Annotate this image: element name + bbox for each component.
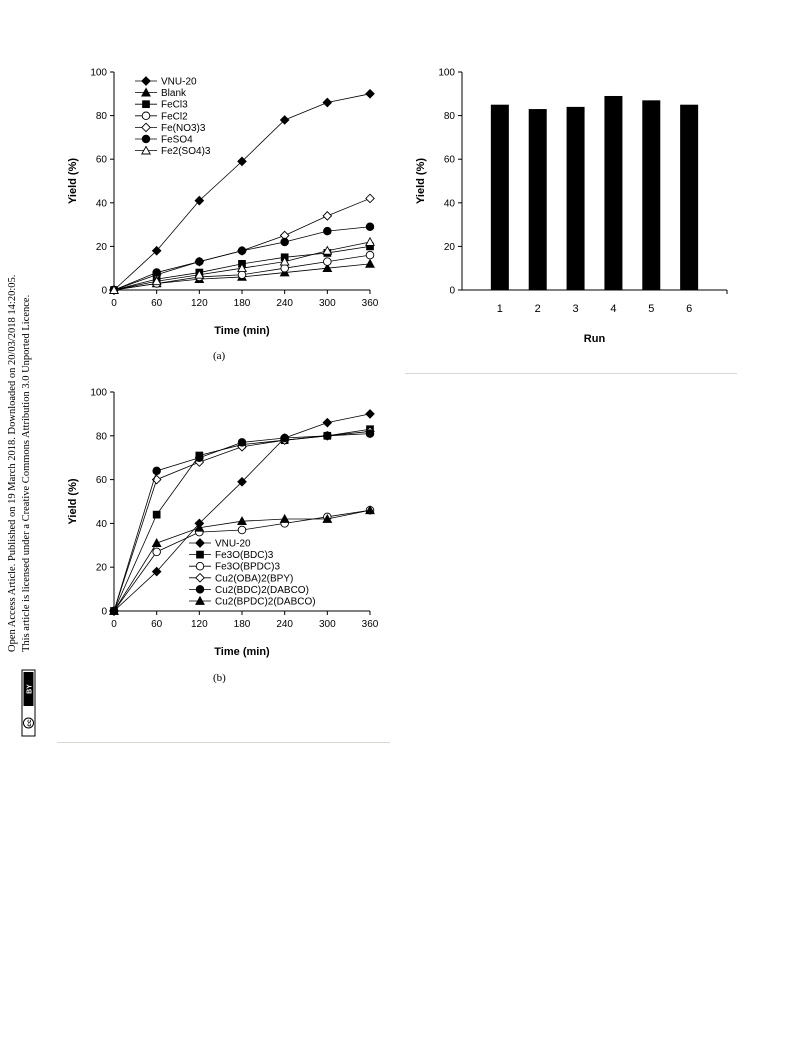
x-tick-label: 5 [648,303,655,315]
y-tick-label: 60 [443,154,455,166]
divider-right [405,373,737,374]
legend-marker [142,123,150,131]
data-point [280,515,288,523]
legend-item [189,573,293,584]
y-axis-label: Yield (%) [67,478,79,525]
x-tick-label: 180 [233,619,251,630]
legend-item [135,146,211,157]
bar-run-5 [642,100,660,290]
legend-item [135,123,206,134]
data-point [323,98,331,106]
data-point [366,410,374,418]
caption-b: (b) [213,672,226,684]
data-point [238,247,246,255]
legend-label: Fe3O(BDC)3 [215,550,274,562]
caption-a: (a) [213,350,226,362]
x-axis-label: Time (min) [214,646,270,658]
data-point [366,223,374,231]
series-fecl2 [110,251,374,293]
legend-marker [142,135,150,143]
side-notice-line-1: Open Access Article. Published on 19 March 2018. Downloaded on 20/03/2018 14:20:05. [7,274,18,652]
x-tick-label: 2 [534,303,541,315]
y-axis-label: Yield (%) [415,157,427,205]
y-tick-label: 40 [95,518,107,530]
data-point [366,251,374,259]
legend-item [189,550,274,561]
y-tick-label: 60 [95,154,107,166]
data-point [366,260,374,268]
legend-label: Blank [161,88,187,100]
legend-item [135,135,193,146]
y-tick-label: 100 [90,67,107,79]
x-tick-label: 0 [111,298,117,309]
legend-label: Cu2(BDC)2(DABCO) [215,584,309,596]
legend-item [189,597,316,608]
legend-item [189,562,280,573]
x-tick-label: 0 [111,619,117,630]
data-point [324,227,332,235]
y-tick-label: 80 [95,431,107,443]
bar-run-3 [567,107,585,290]
x-tick-label: 120 [190,298,208,309]
legend-item [135,100,188,111]
y-axis-label: Yield (%) [67,157,79,205]
legend-label: FeSO4 [161,134,193,146]
data-point [238,271,246,279]
y-tick-label: 0 [101,606,107,618]
bar-run-4 [604,96,622,290]
x-tick-label: 180 [233,298,251,309]
x-tick-label: 60 [151,298,163,309]
legend-item [135,88,187,99]
x-tick-label: 6 [686,303,693,315]
y-tick-label: 20 [95,241,107,253]
x-tick-label: 1 [496,303,503,315]
legend-label: Fe3O(BPDC)3 [215,561,281,573]
legend-marker [196,562,204,570]
axes [67,68,379,338]
data-point [238,439,246,447]
data-point [153,548,161,556]
legend-marker [197,551,204,558]
legend-label: Cu2(BPDC)2(DABCO) [215,596,316,608]
data-point [323,418,331,426]
data-point [152,539,160,547]
x-tick-label: 300 [318,298,336,309]
legend-label: FeCl3 [161,99,188,111]
legend-marker [142,112,150,120]
data-point [196,258,204,266]
data-point [324,258,332,266]
x-tick-label: 360 [361,298,379,309]
data-point [153,511,160,518]
x-tick-label: 360 [361,619,379,630]
data-point [281,238,289,246]
y-tick-label: 40 [443,198,455,210]
x-axis-label: Time (min) [214,325,270,337]
legend-marker [196,586,204,594]
y-tick-label: 80 [443,111,455,123]
legend [135,77,211,158]
legend-item [189,585,309,596]
legend [189,539,316,608]
divider-left [57,742,390,743]
y-tick-label: 40 [95,198,107,210]
data-point [366,238,374,246]
legend-marker [143,101,150,108]
x-tick-label: 3 [572,303,579,315]
legend-item [135,111,188,122]
y-tick-label: 80 [95,111,107,123]
y-tick-label: 20 [95,562,107,574]
legend-marker [142,146,150,154]
legend-marker [142,77,150,85]
legend-marker [196,574,204,582]
chart-a [0,0,400,360]
legend-label: Cu2(OBA)2(BPY) [215,573,294,585]
series-feso4 [110,223,374,294]
y-tick-label: 0 [449,285,455,297]
data-point [366,430,374,438]
chart-b [0,370,400,680]
side-notice-line-2: This article is licensed under a Creative Commons Attribution 3.0 Unported Licence. [21,294,32,652]
legend-label: FeCl2 [161,111,188,123]
data-point [153,467,161,475]
x-tick-label: 4 [610,303,617,315]
data-point [238,526,246,534]
data-point [324,432,332,440]
data-point [196,454,204,462]
legend-item [135,77,197,88]
x-tick-label: 60 [151,619,163,630]
y-tick-label: 60 [95,475,107,487]
x-axis-label: Run [583,333,606,345]
x-tick-label: 240 [276,298,294,309]
data-point [281,434,289,442]
legend-label: VNU-20 [161,76,197,88]
legend-label: Fe2(SO4)3 [161,146,211,158]
x-tick-label: 300 [318,619,336,630]
data-point [366,90,374,98]
bar-run-2 [529,109,547,290]
data-point [281,264,289,272]
cc-icon: cc [26,719,33,727]
y-tick-label: 0 [101,285,107,297]
y-tick-label: 20 [443,241,455,253]
y-tick-label: 100 [90,387,107,399]
x-tick-label: 120 [190,619,208,630]
legend-label: VNU-20 [215,538,251,550]
y-tick-label: 100 [438,67,455,79]
bar-run-6 [680,105,698,290]
legend-item [189,539,251,550]
data-point [366,194,374,202]
data-point [323,212,331,220]
legend-marker [196,597,204,605]
by-icon: BY [26,684,34,694]
data-point [153,269,161,277]
chart-run-bars [400,0,793,360]
x-tick-label: 240 [276,619,294,630]
legend-label: Fe(NO3)3 [161,122,206,134]
bar-run-1 [491,105,509,290]
legend-marker [196,539,204,547]
